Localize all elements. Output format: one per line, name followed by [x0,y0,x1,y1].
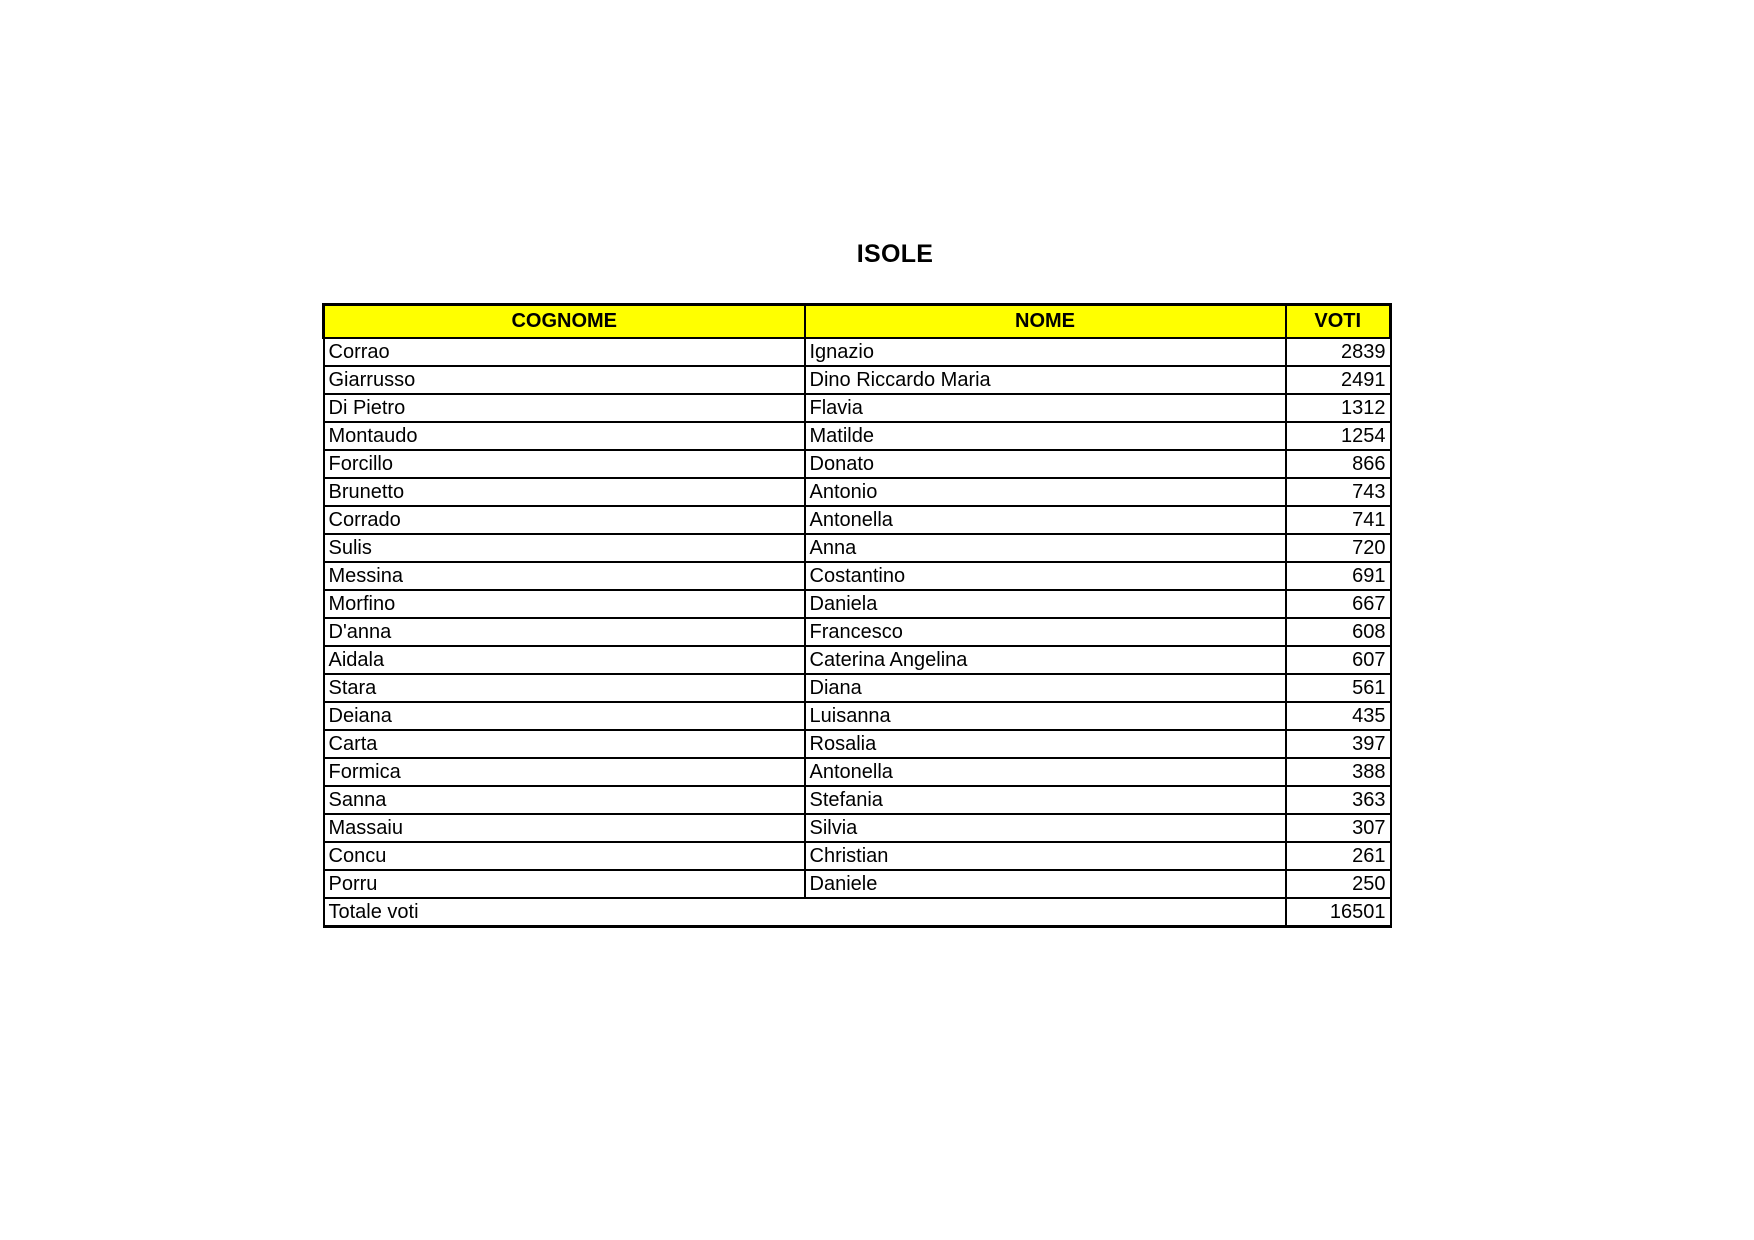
cell-cognome: D'anna [324,618,805,646]
cell-nome: Daniele [805,870,1286,898]
cell-voti: 2491 [1286,366,1391,394]
header-row [324,305,1391,338]
table-row [324,450,1391,478]
cell-voti: 608 [1286,618,1391,646]
cell-nome: Matilde [805,422,1286,450]
cell-cognome: Morfino [324,590,805,618]
cell-cognome: Deiana [324,702,805,730]
cell-voti: 561 [1286,674,1391,702]
cell-voti: 250 [1286,870,1391,898]
table-row [324,618,1391,646]
cell-cognome: Corrao [324,338,805,366]
cell-cognome: Di Pietro [324,394,805,422]
cell-cognome: Carta [324,730,805,758]
cell-cognome: Montaudo [324,422,805,450]
table-row [324,786,1391,814]
cell-voti: 691 [1286,562,1391,590]
cell-nome: Antonella [805,506,1286,534]
cell-cognome: Messina [324,562,805,590]
cell-voti: 667 [1286,590,1391,618]
cell-voti: 743 [1286,478,1391,506]
cell-nome: Diana [805,674,1286,702]
table-row [324,870,1391,898]
total-value: 16501 [1286,898,1391,927]
cell-voti: 307 [1286,814,1391,842]
cell-cognome: Concu [324,842,805,870]
table-row [324,562,1391,590]
table-row [324,646,1391,674]
cell-nome: Rosalia [805,730,1286,758]
cell-cognome: Giarrusso [324,366,805,394]
page-title: ISOLE [856,240,934,268]
cell-nome: Antonella [805,758,1286,786]
cell-nome: Daniela [805,590,1286,618]
cell-voti: 720 [1286,534,1391,562]
cell-cognome: Porru [324,870,805,898]
cell-voti: 607 [1286,646,1391,674]
table-row [324,842,1391,870]
cell-nome: Caterina Angelina [805,646,1286,674]
results-table [322,303,1392,928]
table-body [324,338,1391,898]
total-row [324,898,1391,927]
table-row [324,702,1391,730]
cell-voti: 261 [1286,842,1391,870]
cell-voti: 397 [1286,730,1391,758]
column-header-nome: NOME [805,305,1286,338]
cell-nome: Antonio [805,478,1286,506]
table-row [324,730,1391,758]
total-label: Totale voti [324,898,1286,927]
table-row [324,394,1391,422]
table-row [324,590,1391,618]
cell-cognome: Sulis [324,534,805,562]
cell-voti: 741 [1286,506,1391,534]
cell-nome: Costantino [805,562,1286,590]
table-row [324,506,1391,534]
cell-cognome: Stara [324,674,805,702]
cell-voti: 1254 [1286,422,1391,450]
cell-nome: Silvia [805,814,1286,842]
cell-cognome: Aidala [324,646,805,674]
table-row [324,758,1391,786]
cell-nome: Dino Riccardo Maria [805,366,1286,394]
cell-nome: Francesco [805,618,1286,646]
cell-voti: 388 [1286,758,1391,786]
cell-nome: Christian [805,842,1286,870]
table-row [324,422,1391,450]
cell-cognome: Formica [324,758,805,786]
column-header-voti: VOTI [1286,305,1391,338]
cell-voti: 866 [1286,450,1391,478]
cell-voti: 2839 [1286,338,1391,366]
cell-nome: Flavia [805,394,1286,422]
table-row [324,338,1391,366]
cell-nome: Luisanna [805,702,1286,730]
cell-cognome: Brunetto [324,478,805,506]
cell-voti: 435 [1286,702,1391,730]
table-row [324,674,1391,702]
cell-cognome: Corrado [324,506,805,534]
cell-voti: 1312 [1286,394,1391,422]
table-row [324,366,1391,394]
cell-nome: Donato [805,450,1286,478]
table-row [324,814,1391,842]
cell-cognome: Forcillo [324,450,805,478]
cell-nome: Stefania [805,786,1286,814]
table-row [324,534,1391,562]
cell-nome: Anna [805,534,1286,562]
cell-cognome: Massaiu [324,814,805,842]
table-row [324,478,1391,506]
cell-nome: Ignazio [805,338,1286,366]
cell-voti: 363 [1286,786,1391,814]
column-header-cognome: COGNOME [324,305,805,338]
cell-cognome: Sanna [324,786,805,814]
